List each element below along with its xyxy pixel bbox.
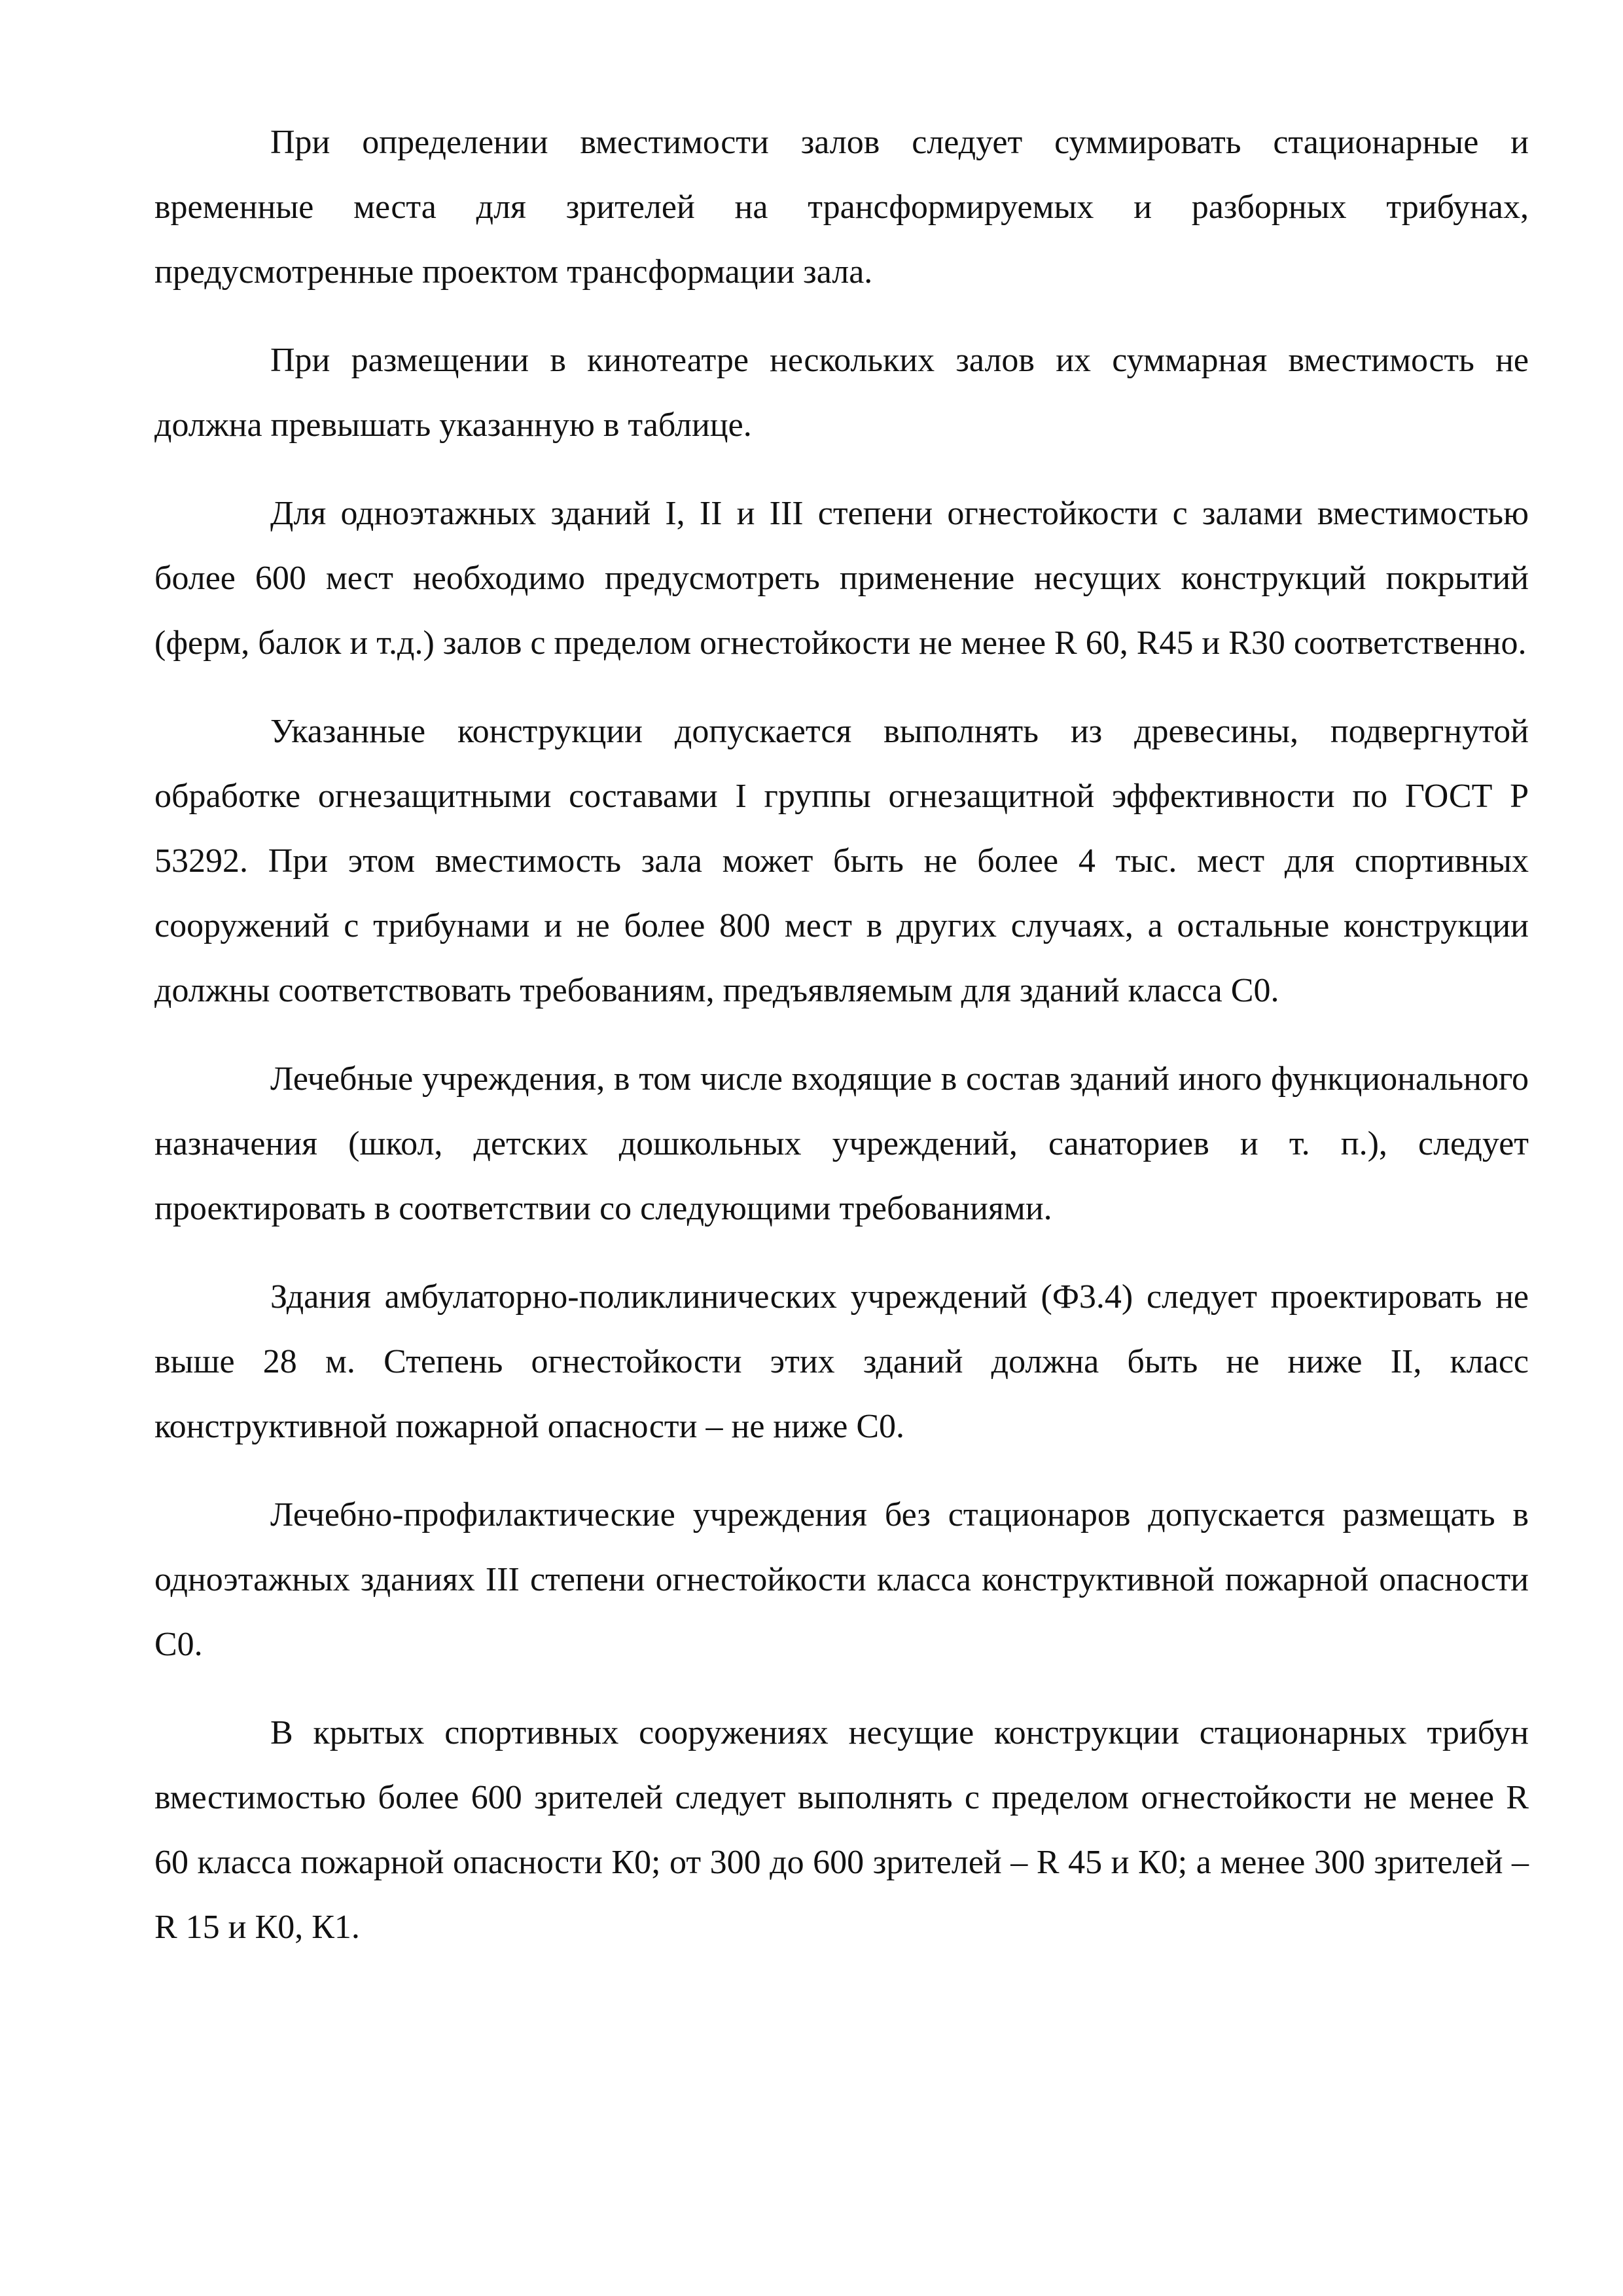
paragraph-preventive-institutions: Лечебно-профилактические учреждения без стационаров допускается размещать в одноэтажных зданиях III степени огнестойкости класса конструктивной пожарной опасности С0. bbox=[154, 1496, 1529, 1663]
paragraph-cinema-halls: При размещении в кинотеатре нескольких залов их суммарная вместимость не должна превышать указанную в таблице. bbox=[154, 342, 1529, 444]
paragraph-single-storey-buildings: Для одноэтажных зданий I, II и III степени огнестойкости с залами вместимостью более 600 мест необходимо предусмотреть применение несущих конструкций покрытий (ферм, балок и т.д.) залов с пределом огнестойкости не менее R 60, R45 и R30 соответственно. bbox=[154, 495, 1529, 662]
paragraph-medical-institutions: Лечебные учреждения, в том числе входящие в состав зданий иного функционального назначения (школ, детских дошкольных учреждений, санаториев и т. п.), следует проектировать в соответствии со следующими требованиями. bbox=[154, 1060, 1529, 1227]
paragraph-outpatient-buildings: Здания амбулаторно-поликлинических учреждений (Ф3.4) следует проектировать не выше 28 м. Степень огнестойкости этих зданий должна быть не ниже II, класс конструктивной пожарной опасности – не ниже С0. bbox=[154, 1278, 1529, 1445]
paragraph-timber-constructions: Указанные конструкции допускается выполнять из древесины, подвергнутой обработке огнезащитными составами I группы огнезащитной эффективности по ГОСТ Р 53292. При этом вместимость зала может быть не более 4 тыс. мест для спортивных сооружений с трибунами и не более 800 мест в других случаях, а остальные конструкции должны соответствовать требованиям, предъявляемым для зданий класса С0. bbox=[154, 713, 1529, 1009]
paragraph-hall-capacity: При определении вместимости залов следует суммировать стационарные и временные места для зрителей на трансформируемых и разборных трибунах, предусмотренные проектом трансформации зала. bbox=[154, 124, 1529, 291]
paragraph-sports-facilities: В крытых спортивных сооружениях несущие конструкции стационарных трибун вместимостью более 600 зрителей следует выполнять с пределом огнестойкости не менее R 60 класса пожарной опасности К0; от 300 до 600 зрителей – R 45 и К0; а менее 300 зрителей – R 15 и К0, К1. bbox=[154, 1714, 1529, 1946]
document-body bbox=[154, 110, 1529, 1983]
